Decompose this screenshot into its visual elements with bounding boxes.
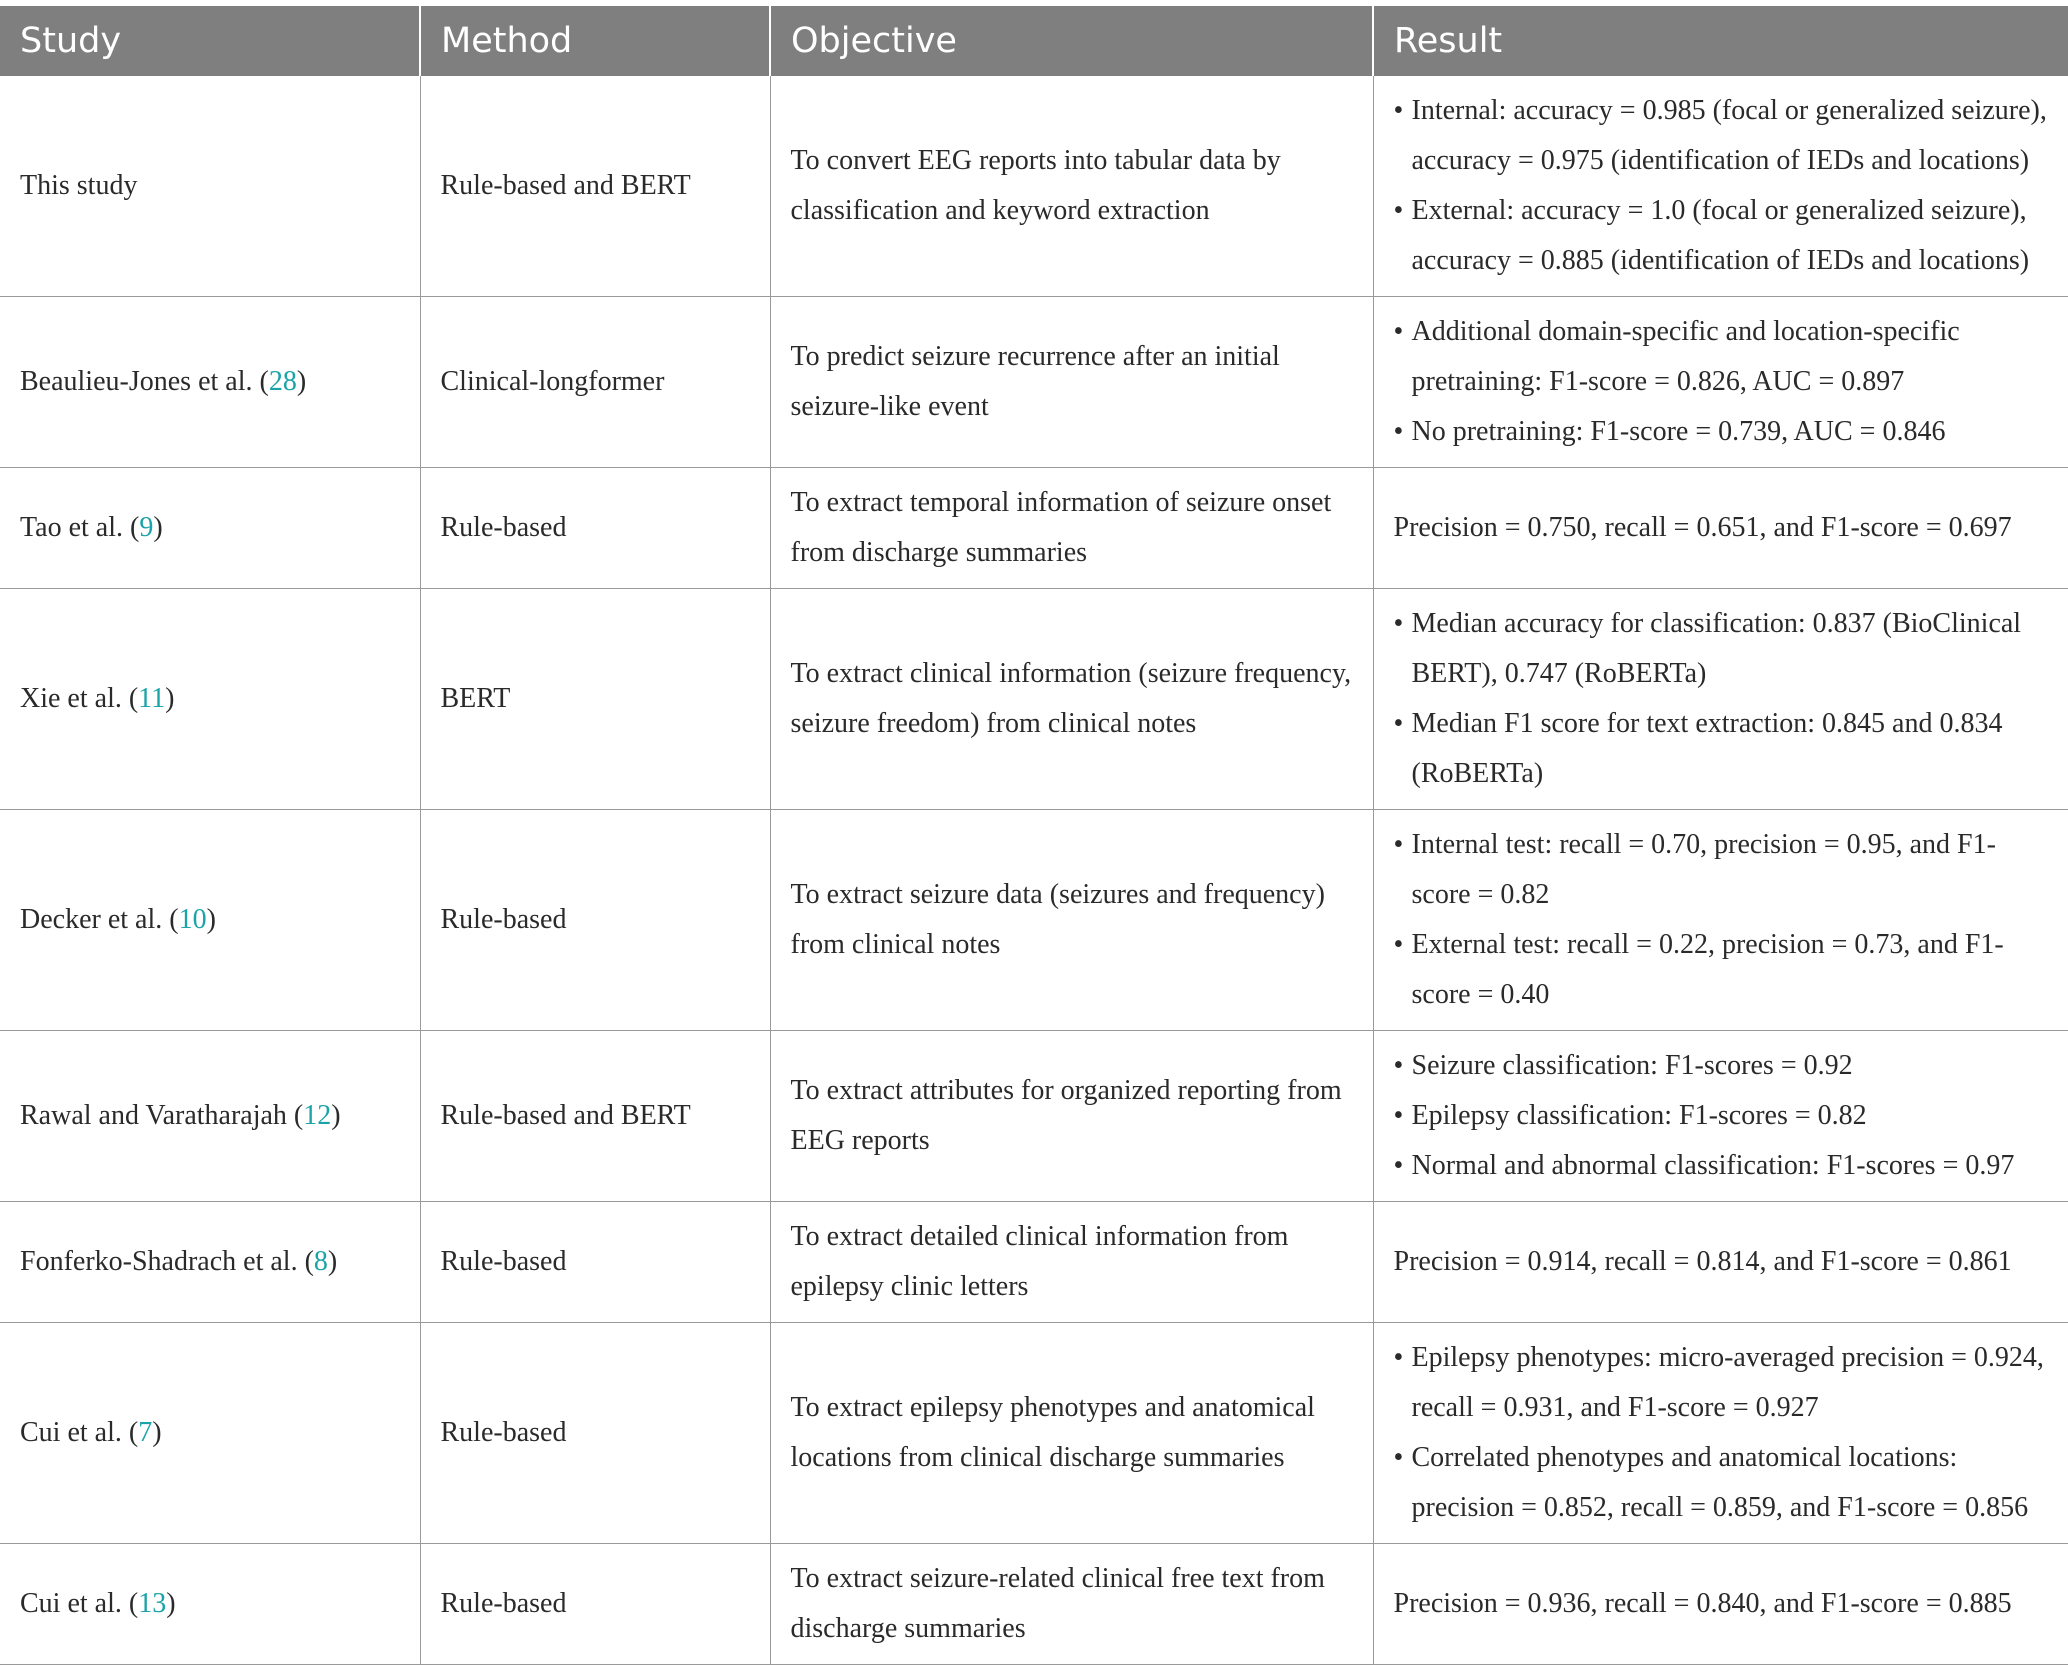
reference-link[interactable]: 28 [268,366,297,397]
result-cell: Precision = 0.914, recall = 0.814, and F1-score = 0.861 [1373,1202,2068,1323]
reference-link[interactable]: 10 [178,904,207,935]
reference-link[interactable]: 11 [138,683,166,714]
header-study: Study [0,6,420,76]
study-cell: Rawal and Varatharajah (12) [0,1031,420,1202]
study-cell: Fonferko-Shadrach et al. (8) [0,1202,420,1323]
reference-link[interactable]: 12 [303,1100,332,1131]
table-row [0,1544,2068,1665]
result-list [1394,307,2049,457]
comparison-table [0,6,2068,1665]
result-list [1394,599,2049,799]
header-row [0,6,2068,76]
result-item: • Seizure classification: F1-scores = 0.92 [1394,1041,2049,1091]
study-cell: Cui et al. (13) [0,1544,420,1665]
table-row [0,297,2068,468]
reference-link[interactable]: 7 [138,1417,153,1448]
study-name: Xie et al. ( [20,683,139,714]
study-cell: Xie et al. (11) [0,589,420,810]
study-cell: Decker et al. (10) [0,810,420,1031]
result-list [1394,1333,2049,1533]
result-item: • Epilepsy phenotypes: micro-averaged precision = 0.924, recall = 0.931, and F1-score = 0.927 [1394,1333,2049,1433]
table-header [0,6,2068,76]
method-cell: Rule-based and BERT [420,1031,770,1202]
result-item: • Correlated phenotypes and anatomical locations: precision = 0.852, recall = 0.859, and F1-score = 0.856 [1394,1433,2049,1533]
result-cell [1373,297,2068,468]
table-row [0,76,2068,297]
objective-cell: To extract clinical information (seizure frequency, seizure freedom) from clinical notes [770,589,1373,810]
result-item: • External: accuracy = 1.0 (focal or generalized seizure), accuracy = 0.885 (identification of IEDs and locations) [1394,186,2049,286]
result-list [1394,1041,2049,1191]
method-cell: Rule-based [420,1202,770,1323]
objective-cell: To extract detailed clinical information from epilepsy clinic letters [770,1202,1373,1323]
table-body [0,76,2068,1665]
objective-cell: To convert EEG reports into tabular data by classification and keyword extraction [770,76,1373,297]
result-list [1394,86,2049,286]
result-cell [1373,589,2068,810]
result-cell [1373,810,2068,1031]
method-cell: Rule-based [420,810,770,1031]
method-cell: BERT [420,589,770,810]
table-row [0,1031,2068,1202]
result-cell [1373,1323,2068,1544]
reference-link[interactable]: 13 [138,1588,167,1619]
method-cell: Rule-based [420,1323,770,1544]
study-name: Fonferko-Shadrach et al. ( [20,1246,314,1277]
result-item: • Normal and abnormal classification: F1-scores = 0.97 [1394,1141,2049,1191]
table-row [0,1323,2068,1544]
result-item: • Epilepsy classification: F1-scores = 0.82 [1394,1091,2049,1141]
method-cell: Clinical-longformer [420,297,770,468]
study-cell: Cui et al. (7) [0,1323,420,1544]
study-cell: Beaulieu-Jones et al. (28) [0,297,420,468]
result-item: • Additional domain-specific and location-specific pretraining: F1-score = 0.826, AUC = 0.897 [1394,307,2049,407]
table-row [0,468,2068,589]
study-name: Tao et al. ( [20,512,140,543]
objective-cell: To extract temporal information of seizure onset from discharge summaries [770,468,1373,589]
objective-cell: To predict seizure recurrence after an initial seizure-like event [770,297,1373,468]
objective-cell: To extract seizure-related clinical free text from discharge summaries [770,1544,1373,1665]
study-cell: Tao et al. (9) [0,468,420,589]
objective-cell: To extract seizure data (seizures and frequency) from clinical notes [770,810,1373,1031]
study-name: Cui et al. ( [20,1588,139,1619]
comparison-table-wrapper [0,6,2068,1665]
header-method: Method [420,6,770,76]
result-cell: Precision = 0.936, recall = 0.840, and F1-score = 0.885 [1373,1544,2068,1665]
header-result: Result [1373,6,2068,76]
objective-cell: To extract attributes for organized reporting from EEG reports [770,1031,1373,1202]
study-name: Decker et al. ( [20,904,179,935]
reference-link[interactable]: 9 [139,512,154,543]
result-item: • Median accuracy for classification: 0.837 (BioClinical BERT), 0.747 (RoBERTa) [1394,599,2049,699]
method-cell: Rule-based [420,1544,770,1665]
study-name: This study [20,170,138,201]
objective-cell: To extract epilepsy phenotypes and anatomical locations from clinical discharge summaries [770,1323,1373,1544]
reference-link[interactable]: 8 [313,1246,328,1277]
result-cell [1373,1031,2068,1202]
result-item: • Internal: accuracy = 0.985 (focal or generalized seizure), accuracy = 0.975 (identification of IEDs and locations) [1394,86,2049,186]
result-item: • Internal test: recall = 0.70, precision = 0.95, and F1-score = 0.82 [1394,820,2049,920]
result-item: • Median F1 score for text extraction: 0.845 and 0.834 (RoBERTa) [1394,699,2049,799]
result-cell: Precision = 0.750, recall = 0.651, and F1-score = 0.697 [1373,468,2068,589]
table-row [0,1202,2068,1323]
result-cell [1373,76,2068,297]
result-item: • External test: recall = 0.22, precision = 0.73, and F1-score = 0.40 [1394,920,2049,1020]
method-cell: Rule-based and BERT [420,76,770,297]
method-cell: Rule-based [420,468,770,589]
table-row [0,810,2068,1031]
table-row [0,589,2068,810]
study-name: Beaulieu-Jones et al. ( [20,366,269,397]
study-name: Cui et al. ( [20,1417,139,1448]
result-list [1394,820,2049,1020]
study-name: Rawal and Varatharajah ( [20,1100,304,1131]
result-item: • No pretraining: F1-score = 0.739, AUC = 0.846 [1394,407,2049,457]
header-objective: Objective [770,6,1373,76]
study-cell [0,76,420,297]
